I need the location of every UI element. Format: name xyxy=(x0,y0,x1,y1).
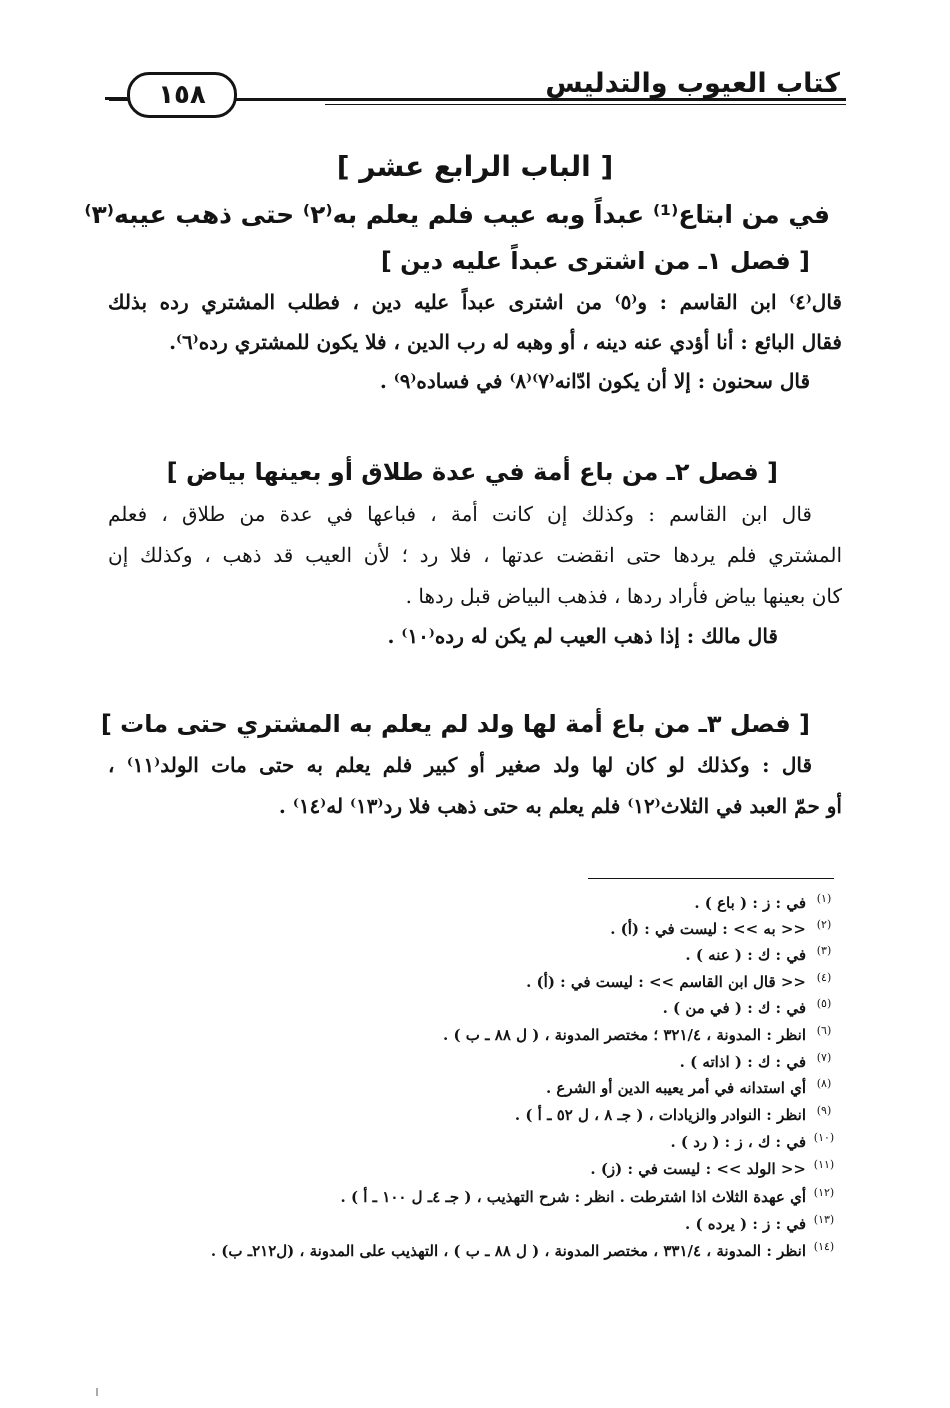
header-rule-thin xyxy=(325,104,846,105)
footnote: (٢)<< به >> : ليست في : (أ) . xyxy=(610,918,832,938)
section-2-line-3: كان بعينها بياض فأراد ردها ، فذهب البياض قبل ردها . xyxy=(405,584,842,608)
section-1-heading: [ فصل ١ـ من اشترى عبداً عليه دين ] xyxy=(380,247,810,275)
footnote: (٤)<< قال ابن القاسم >> : ليست في : (أ) . xyxy=(526,971,832,991)
page-header xyxy=(105,62,850,110)
section-1-line-1: قال⁽٤⁾ ابن القاسم : و⁽٥⁾ من اشترى عبداً عليه دين ، فطلب المشتري رده بذلك xyxy=(108,290,842,314)
section-3-heading: [ فصل ٣ـ من باع أمة لها ولد لم يعلم به المشتري حتى مات ] xyxy=(100,710,810,738)
footnote: (١٣)في : ز : ( يرده ) . xyxy=(685,1213,835,1233)
footnote: (٣)في : ك : ( عنه ) . xyxy=(685,944,832,964)
page-number: ١٥٨ xyxy=(127,72,237,118)
footnote: (١)في : ز : ( باع ) . xyxy=(694,892,832,912)
footnote: (١٢)أي عهدة الثلاث اذا اشترطت . انظر : شرح التهذيب ، ( جـ ٤ـ ل ١٠٠ ـ أ ) . xyxy=(340,1186,835,1206)
chapter-subtitle: في من ابتاع⁽¹⁾ عبداً وبه عيب فلم يعلم به⁽٢⁾ حتى ذهب عيبه⁽٣⁾ xyxy=(84,200,830,229)
section-3-line-1: قال : وكذلك لو كان لها ولد صغير أو كبير فلم يعلم به حتى مات الولد⁽١١⁾ ، xyxy=(108,753,812,777)
book-title: كتاب العيوب والتدليس xyxy=(545,68,840,99)
footnote-separator xyxy=(588,878,834,879)
section-3-line-2: أو حمّ العبد في الثلاث⁽١٢⁾ فلم يعلم به حتى ذهب فلا رد⁽١٣⁾ له⁽١٤⁾ . xyxy=(278,794,842,818)
footnote: (٨)أي استدانه في أمر يعيبه الدين أو الشرع . xyxy=(545,1077,832,1097)
footnote: (٦)انظر : المدونة ، ٣٢١/٤ ؛ مختصر المدونة ، ( ل ٨٨ ـ ب ) . xyxy=(443,1024,832,1044)
header-rule-tick xyxy=(105,97,127,100)
section-2-line-2: المشتري فلم يردها حتى انقضت عدتها ، فلا رد ؛ لأن العيب قد ذهب ، وكذلك إن xyxy=(108,543,842,567)
section-2-line-1: قال ابن القاسم : وكذلك إن كانت أمة ، فباعها في عدة من طلاق ، فعلم xyxy=(108,502,812,526)
scan-speck xyxy=(96,1388,98,1396)
section-2-heading: [ فصل ٢ـ من باع أمة في عدة طلاق أو بعينها بياض ] xyxy=(166,458,778,486)
chapter-title: [ الباب الرابع عشر ] xyxy=(336,150,614,183)
section-2-line-4: قال مالك : إذا ذهب العيب لم يكن له رده⁽١٠⁾ . xyxy=(387,624,778,648)
footnote: (١٠)في : ك ، ز : ( رد ) . xyxy=(670,1131,835,1151)
footnote: (١١)<< الولد >> : ليست في : (ز) . xyxy=(590,1158,835,1178)
footnote: (١٤)انظر : المدونة ، ٣٣١/٤ ، مختصر المدونة ، ( ل ٨٨ ـ ب ) ، التهذيب على المدونة ، (ل٢١٢ـ ب) . xyxy=(210,1240,835,1260)
footnote: (٥)في : ك : ( في من ) . xyxy=(662,997,832,1017)
footnote: (٧)في : ك : ( اذاته ) . xyxy=(679,1051,832,1071)
footnote: (٩)انظر : النوادر والزيادات ، ( جـ ٨ ، ل ٥٢ ـ أ ) . xyxy=(514,1104,832,1124)
section-1-line-3: قال سحنون : إلا أن يكون ادّانه⁽٧⁾⁽٨⁾ في فساده⁽٩⁾ . xyxy=(379,369,810,393)
section-1-line-2: فقال البائع : أنا أؤدي عنه دينه ، أو وهبه له رب الدين ، فلا يكون للمشتري رده⁽٦⁾. xyxy=(169,330,842,354)
